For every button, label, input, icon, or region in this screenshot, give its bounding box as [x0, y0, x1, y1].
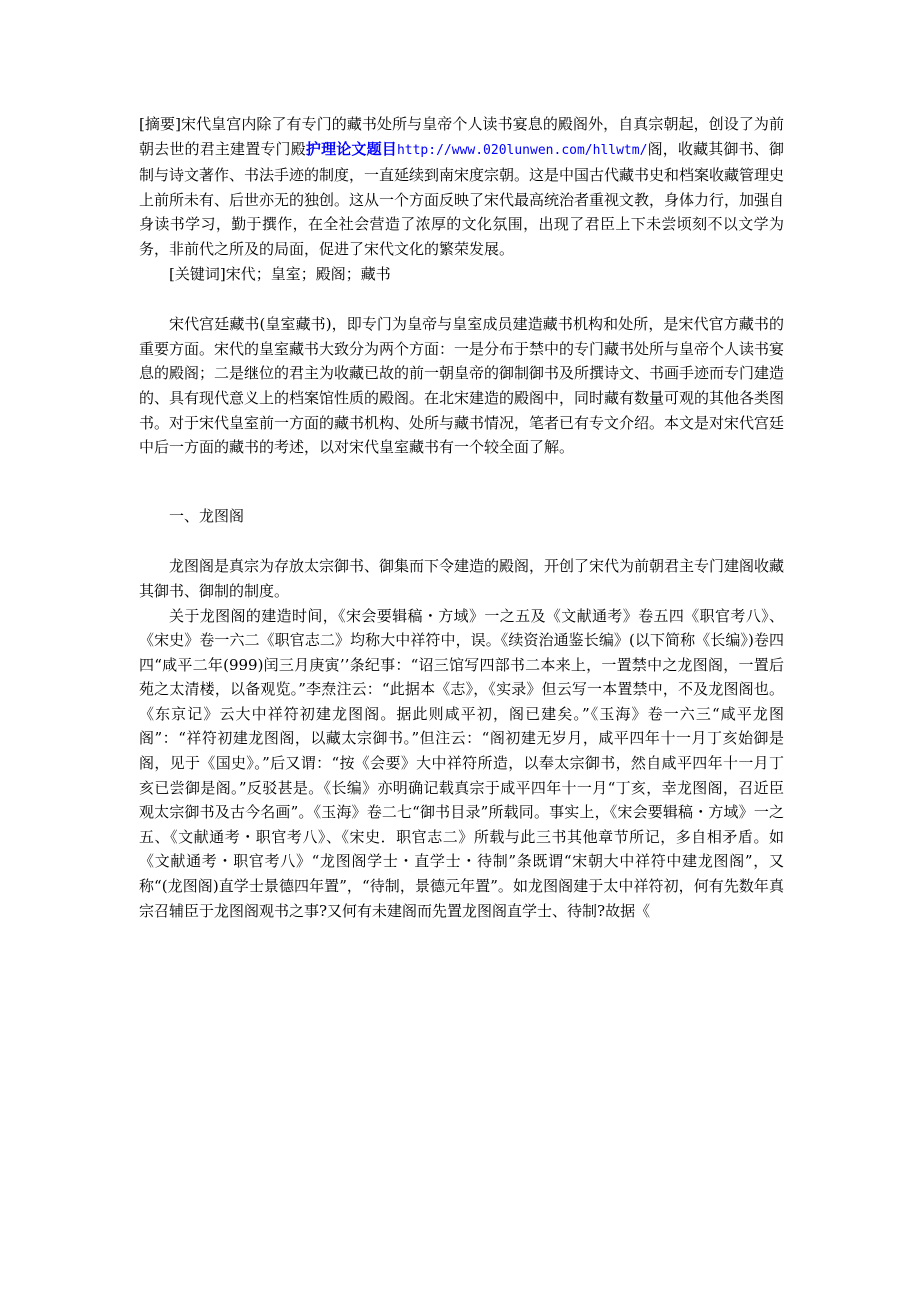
website-url-link[interactable]: http://www.020lunwen.com/hllwtm/: [396, 142, 648, 158]
section-paragraph-2: 关于龙图阁的建造时间，《宋会要辑稿・方域》一之五及《文献通考》卷五四《职官考八》、《宋史》卷一六二《职官志二》均称大中祥符中，误。《续资治通鉴长编》(以下简称《长编》)卷四四“咸平二年(999)闰三月庚寅’’条纪事：“诏三馆写四部书二本来上，一置禁中之龙图阁，一置后苑之太清楼，以备观览。”李焘注云：“此据本《志》，《实录》但云写一本置禁中，不及龙图阁也。《东京记》云大中祥符初建龙图阁。据此则咸平初，阁已建矣。”《玉海》卷一六三“咸平龙图阁”：“祥符初建龙图阁，以藏太宗御书。”但注云：“阁初建无岁月，咸平四年十一月丁亥始御是阁，见于《国史》。”后又谓：“按《会要》大中祥符所造，以奉太宗御书，然自咸平四年十一月丁亥已尝御是阁。”反驳甚是。《长编》亦明确记载真宗于咸平四年十一月“丁亥，幸龙图阁，召近臣观太宗御书及古今名画”。《玉海》卷二七“御书目录”所载同。事实上，《宋会要辑稿・方域》一之五、《文献通考・职官考八》、《宋史．职官志二》所载与此三书其他章节所记，多自相矛盾。如《文献通考・职官考八》“龙图阁学士・直学士・待制”条既谓“宋朝大中祥符中建龙图阁”，又称“(龙图阁)直学士景德四年置”，“待制，景德元年置”。如龙图阁建于太中祥符初，何有先数年真宗召辅臣于龙图阁观书之事?又何有未建阁而先置龙图阁直学士、待制?故据《: [139, 606, 784, 920]
intro-paragraph: 宋代宫廷藏书(皇室藏书)，即专门为皇帝与皇室成员建造藏书机构和处所，是宋代官方藏书的重要方面。宋代的皇室藏书大致分为两个方面：一是分布于禁中的专门藏书处所与皇帝个人读书宴息的殿阁；二是继位的君主为收藏已故的前一朝皇帝的御制御书及所撰诗文、书画手迹而专门建造的、具有现代意义上的档案馆性质的殿阁。在北宋建造的殿阁中，同时藏有数量可观的其他各类图书。对于宋代皇室前一方面的藏书机构、处所与藏书情况，笔者已有专文介绍。本文是对宋代宫廷中后一方面的藏书的考述，以对宋代皇室藏书有一个较全面了解。: [139, 315, 785, 457]
nursing-thesis-topic-link[interactable]: 护理论文题目: [305, 139, 397, 158]
abstract-text-after-link: 阁，收藏其御书、御制与诗文著作、书法手迹的制度，一直延续到南宋度宗朝。这是中国古代藏书史和档案收藏管理史上前所未有、后世亦无的独创。这从一个方面反映了宋代最高统治者重视文教，身体力行，加强自身读书学习，勤于撰作，在全社会营造了浓厚的文化氛围，出现了君臣上下未尝顷刻不以文学为务，非前代之所及的局面，促进了宋代文化的繁荣发展。: [139, 139, 785, 258]
section-paragraph-1: 龙图阁是真宗为存放太宗御书、御集而下令建造的殿阁，开创了宋代为前朝君主专门建阁收藏其御书、御制的制度。: [139, 557, 785, 600]
section-heading: 一、龙图阁: [169, 506, 245, 525]
abstract-text-before-link: [摘要]宋代皇宫内除了有专门的藏书处所与皇帝个人读书宴息的殿阁外，自真宗朝起，创设了为前朝去世的君主建置专门殿: [139, 115, 784, 158]
document-page: [139, 112, 784, 923]
abstract-paragraph: [139, 112, 784, 262]
keywords-line: [关键词]宋代；皇室；殿阁；藏书: [169, 264, 391, 283]
